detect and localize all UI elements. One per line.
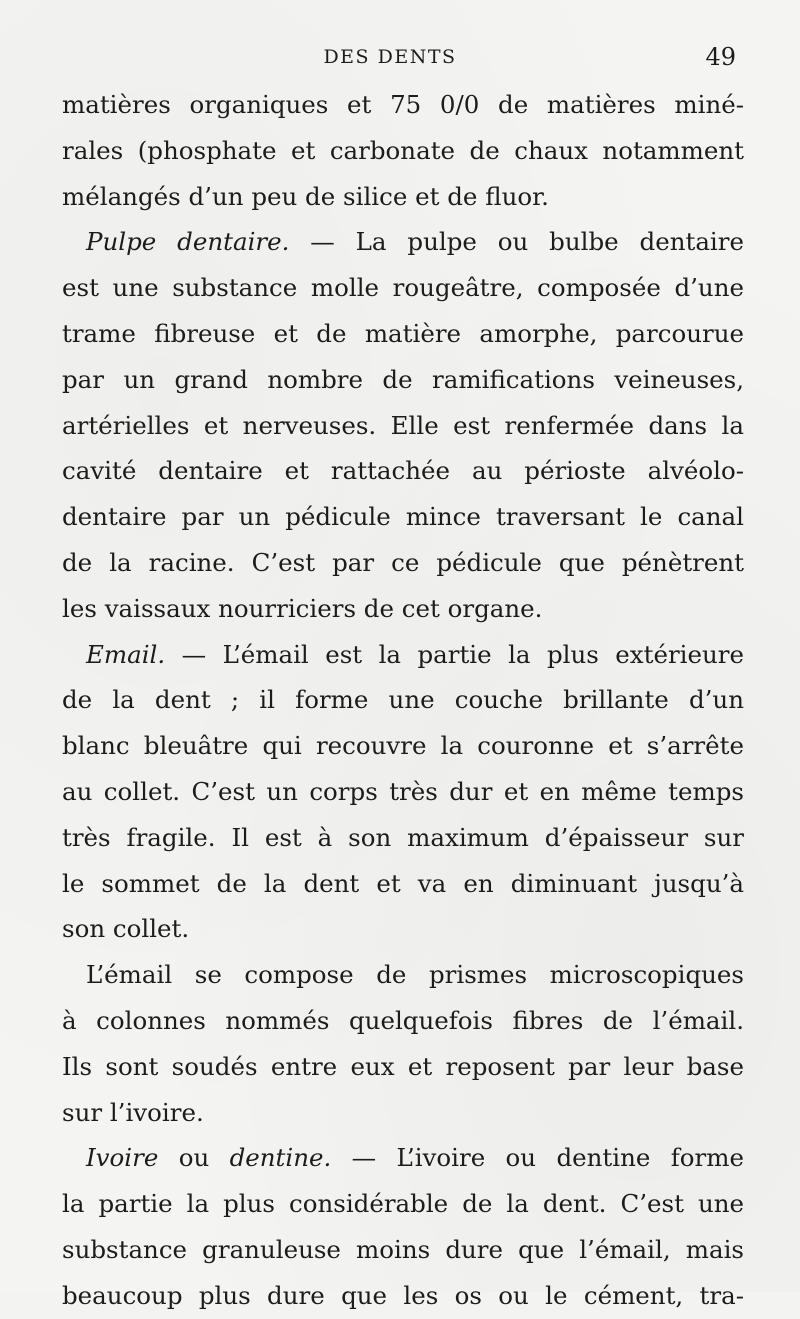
- line-text: blanc bleuâtre qui recouvre la couronne et s’arrête: [62, 731, 744, 761]
- text-line: [62, 1044, 744, 1090]
- line-text: sur l’ivoire.: [62, 1097, 204, 1127]
- text-line: [62, 1181, 744, 1227]
- line-text: de la dent ; il forme une couche brillante d’un: [62, 685, 744, 715]
- line-text: trame fibreuse et de matière amorphe, parcourue: [62, 318, 744, 348]
- text-line: [62, 815, 744, 861]
- line-text: le sommet de la dent et va en diminuant jusqu’à: [62, 868, 744, 898]
- running-title: DES DENTS: [323, 46, 457, 68]
- text-line: [62, 1135, 744, 1181]
- section-heading: Email.: [86, 639, 166, 669]
- line-text: cavité dentaire et rattachée au périoste alvéolo-: [62, 456, 744, 486]
- line-text: est une substance molle rougeâtre, composée d’une: [62, 273, 744, 303]
- section-heading: dentine.: [229, 1143, 332, 1173]
- page-number: 49: [705, 43, 736, 71]
- text-line: [62, 403, 744, 449]
- line-text: très fragile. Il est à son maximum d’épaisseur sur: [62, 822, 744, 852]
- line-text: dentaire par un pédicule mince traversant le canal: [62, 502, 744, 532]
- line-text: substance granuleuse moins dure que l’émail, mais: [62, 1234, 744, 1264]
- line-text: par un grand nombre de ramifications veineuses,: [62, 364, 744, 394]
- text-line: [62, 311, 744, 357]
- line-text: L’émail se compose de prismes microscopiques: [86, 960, 744, 990]
- text-line: [62, 174, 744, 220]
- text-line: [62, 448, 744, 494]
- line-text: — L’émail est la partie la plus extérieure: [165, 639, 744, 669]
- text-line: [62, 494, 744, 540]
- line-text: rales (phosphate et carbonate de chaux notamment: [62, 135, 744, 165]
- text-line: [62, 265, 744, 311]
- body-text: [62, 82, 744, 1319]
- line-text: Ils sont soudés entre eux et reposent par leur base: [62, 1051, 744, 1081]
- line-text: — La pulpe ou bulbe dentaire: [289, 227, 744, 257]
- running-head: [0, 42, 800, 72]
- text-line: [62, 723, 744, 769]
- text-line: [62, 1273, 744, 1319]
- text-line: [62, 952, 744, 998]
- line-text: au collet. C’est un corps très dur et en même temps: [62, 776, 744, 806]
- text-line: [62, 632, 744, 678]
- text-line: [62, 219, 744, 265]
- line-text: artérielles et nerveuses. Elle est renfermée dans la: [62, 410, 744, 440]
- section-heading: Ivoire: [86, 1143, 159, 1173]
- text-line: [62, 1227, 744, 1273]
- text-line: [62, 540, 744, 586]
- text-line: [62, 769, 744, 815]
- line-text: — L’ivoire ou dentine forme: [331, 1143, 744, 1173]
- line-text: à colonnes nommés quelquefois fibres de l’émail.: [62, 1005, 744, 1035]
- line-text: son collet.: [62, 914, 190, 944]
- section-heading: Pulpe dentaire.: [86, 227, 290, 257]
- text-line: [62, 82, 744, 128]
- text-line: [62, 1090, 744, 1136]
- line-text: ou: [158, 1143, 230, 1173]
- text-line: [62, 998, 744, 1044]
- text-line: [62, 357, 744, 403]
- line-text: les vaissaux nourriciers de cet organe.: [62, 593, 543, 623]
- line-text: beaucoup plus dure que les os ou le cément, tra-: [62, 1280, 744, 1310]
- line-text: de la racine. C’est par ce pédicule que pénètrent: [62, 547, 744, 577]
- line-text: matières organiques et 75 0/0 de matières miné-: [62, 90, 744, 119]
- text-line: [62, 128, 744, 174]
- text-line: [62, 586, 744, 632]
- line-text: mélangés d’un peu de silice et de fluor.: [62, 181, 549, 211]
- line-text: la partie la plus considérable de la dent. C’est une: [62, 1189, 744, 1219]
- text-line: [62, 906, 744, 952]
- text-line: [62, 677, 744, 723]
- text-line: [62, 861, 744, 907]
